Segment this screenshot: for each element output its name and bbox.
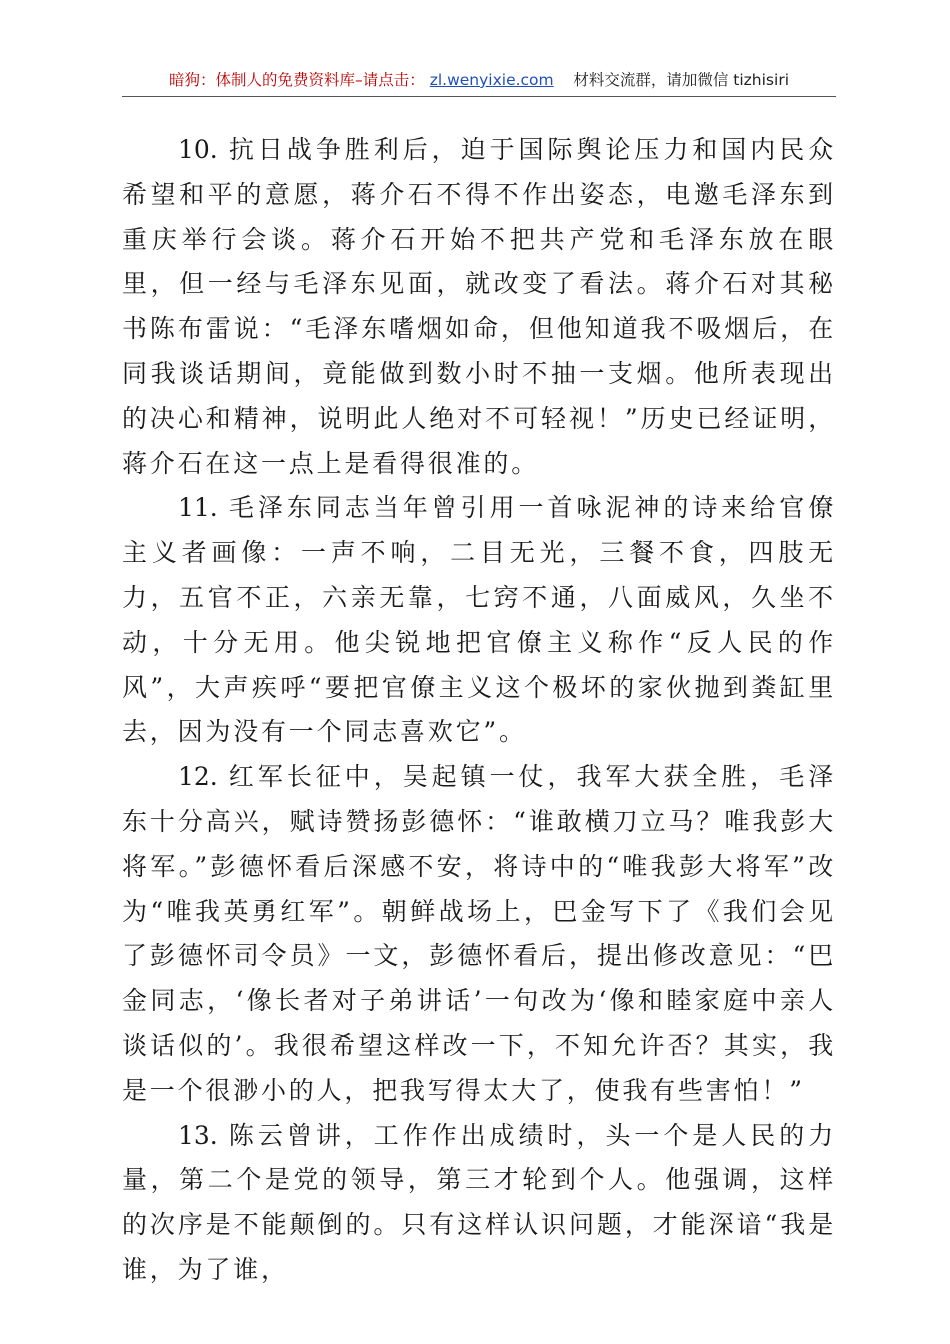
paragraph-text: 红军长征中，吴起镇一仗，我军大获全胜，毛泽东十分高兴，赋诗赞扬彭德怀：“谁敢横刀立马？唯我彭大将军。”彭德怀看后深感不安，将诗中的“唯我彭大将军”改为“唯我英勇红军”。朝鲜战场上，巴金写下了《我们会见了彭德怀司令员》一文，彭德怀看后，提出修改意见：“巴金同志，‘像长者对子弟讲话’一句改为‘像和睦家庭中亲人谈话似的’。我很希望这样改一下，不知允许否？其实，我是一个很渺小的人，把我写得太大了，使我有些害怕！”	[122, 762, 836, 1105]
paragraph-12	[122, 755, 836, 1113]
paragraph-text: 陈云曾讲，工作作出成绩时，头一个是人民的力量，第二个是党的领导，第三才轮到个人。他强调，这样的次序是不能颠倒的。只有这样认识问题，才能深谙“我是谁，为了谁，	[122, 1120, 836, 1284]
paragraph-13	[122, 1114, 836, 1293]
header-brand: 暗狗：体制人的免费资料库	[168, 71, 355, 89]
page-header	[122, 66, 836, 97]
header-prompt: –请点击：	[355, 71, 425, 89]
document-body	[122, 128, 836, 1293]
paragraph-number: 12.	[178, 762, 218, 792]
paragraph-text: 毛泽东同志当年曾引用一首咏泥神的诗来给官僚主义者画像：一声不响，二目无光，三餐不食，四肢无力，五官不正，六亲无靠，七窍不通，八面威风，久坐不动，十分无用。他尖锐地把官僚主义称作“反人民的作风”，大声疾呼“要把官僚主义这个极坏的家伙抛到粪缸里去，因为没有一个同志喜欢它”。	[122, 493, 836, 747]
header-link[interactable]: zl.wenyixie.com	[429, 71, 554, 89]
paragraph-number: 11.	[178, 493, 218, 523]
paragraph-number: 10.	[178, 135, 218, 164]
paragraph-11	[122, 486, 836, 755]
paragraph-text: 抗日战争胜利后，迫于国际舆论压力和国内民众希望和平的意愿，蒋介石不得不作出姿态，电邀毛泽东到重庆举行会谈。蒋介石开始不把共产党和毛泽东放在眼里，但一经与毛泽东见面，就改变了看法。蒋介石对其秘书陈布雷说：“毛泽东嗜烟如命，但他知道我不吸烟后，在同我谈话期间，竟能做到数小时不抽一支烟。他所表现出的决心和精神，说明此人绝对不可轻视！”历史已经证明，蒋介石在这一点上是看得很准的。	[122, 135, 836, 478]
header-contact: 材料交流群，请加微信 tizhisiri	[573, 71, 789, 89]
paragraph-10	[122, 128, 836, 486]
paragraph-number: 13.	[178, 1120, 218, 1150]
